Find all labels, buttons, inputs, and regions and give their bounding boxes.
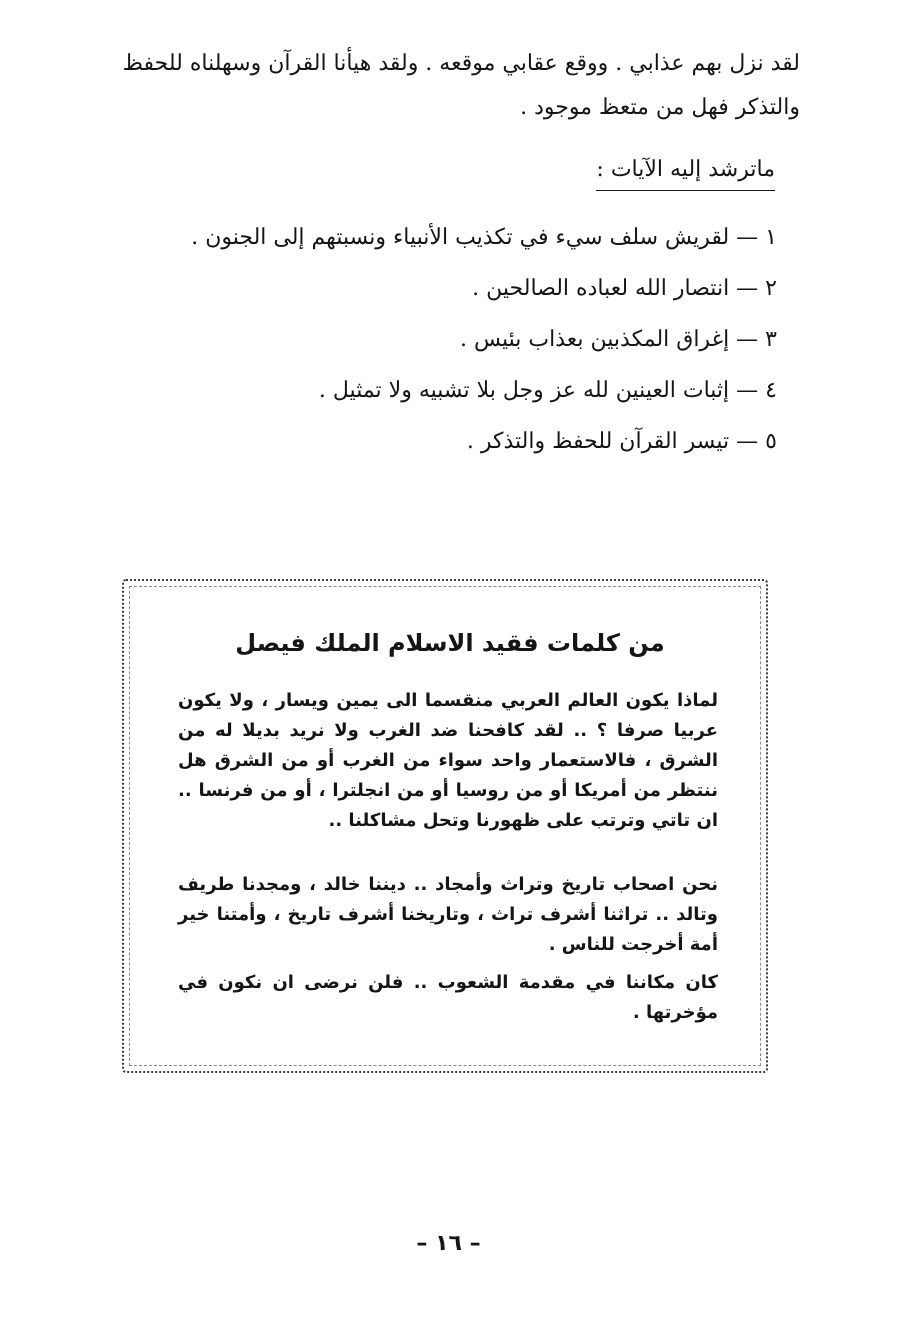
guidance-item-1: ١ — لقريش سلف سيء في تكذيب الأنبياء ونسبتهم إلى الجنون . [191, 225, 777, 250]
guidance-item-5: ٥ — تيسر القرآن للحفظ والتذكر . [466, 429, 777, 454]
quote-paragraph-3: كان مكاننا في مقدمة الشعوب .. فلن نرضى ان نكون في مؤخرتها . [178, 972, 718, 1023]
guidance-item-2: ٢ — انتصار الله لعباده الصالحين . [472, 276, 777, 301]
quote-paragraph-2: نحن اصحاب تاريخ وتراث وأمجاد .. ديننا خالد ، ومجدنا طريف وتالد .. تراثنا أشرف تراث ، وتاريخنا أشرف تاريخ ، وأمتنا خير أمة أخرجت للناس . [178, 874, 718, 955]
quote-title: من كلمات فقيد الاسلام الملك فيصل [235, 629, 665, 657]
quote-paragraph-1: لماذا يكون العالم العربي منقسما الى يمين ويسار ، ولا يكون عربيا صرفا ؟ .. لقد كافحنا ضد الغرب ولا نريد بديلا له من الشرق ، فالاستعمار واحد سواء من الغرب أو من الشرق هل ننتظر من أمريكا أو من روسيا أو من انجلترا ، أو من فرنسا .. ان تاتي وترتب على ظهورنا وتحل مشاكلنا .. [178, 690, 718, 831]
intro-line-2: والتذكر فهل من متعظ موجود . [520, 95, 800, 120]
guidance-item-4: ٤ — إثبات العينين لله عز وجل بلا تشبيه ولا تمثيل . [318, 378, 777, 403]
guidance-item-3: ٣ — إغراق المكذبين بعذاب بئيس . [459, 327, 777, 352]
page-number: – ١٦ – [416, 1231, 481, 1256]
guidance-list [177, 212, 777, 467]
guidance-heading: ماترشد إليه الآيات : [596, 152, 775, 191]
intro-paragraph [80, 42, 800, 130]
intro-line-1: لقد نزل بهم عذابي . ووقع عقابي موقعه . ولقد هيأنا القرآن وسهلناه للحفظ [122, 51, 800, 76]
